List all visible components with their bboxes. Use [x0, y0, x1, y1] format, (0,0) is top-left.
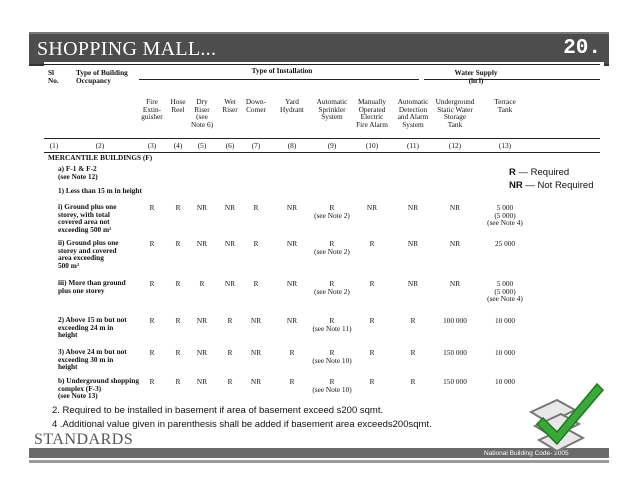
standards-heading: STANDARDS	[34, 431, 134, 448]
table-cell: R	[227, 316, 233, 325]
table-cell: 100 000	[443, 316, 467, 325]
table-cell: NR	[449, 203, 461, 212]
table-cell: NR	[224, 239, 236, 248]
note-2: 2. Required to be installed in basement if area of basement exceed s200 sqmt.	[52, 405, 384, 416]
col-number: (3)	[147, 141, 157, 150]
col-header: Wet Riser	[222, 97, 238, 114]
col-header: Manually Operated Electric Fire Alarm	[356, 97, 388, 129]
table-cell: R	[227, 377, 233, 386]
table-cell: R	[175, 203, 181, 212]
table-cell: NR	[407, 203, 419, 212]
col-number: (13)	[498, 141, 512, 150]
table-cell: NR	[449, 239, 461, 248]
table-cell: R	[149, 348, 155, 357]
table-cell: 5 000 (5 000) (see Note 4)	[487, 203, 523, 228]
water-supply-header: Water Supply (in l)	[454, 68, 498, 85]
row-label: i) Ground plus one storey, with total covered area not exceeding 500 m²	[58, 202, 117, 234]
table-cell: R	[175, 348, 181, 357]
table-cell: 25 000	[494, 239, 516, 248]
table-cell: NR	[286, 316, 298, 325]
table-cell: R	[227, 348, 233, 357]
standards-table-scan	[44, 62, 604, 402]
table-cell: NR	[286, 239, 298, 248]
source-citation: National Building Code- 2005	[484, 450, 569, 457]
table-cell: R	[410, 348, 416, 357]
table-cell: R	[369, 239, 375, 248]
col-header: Automatic Detection and Alarm System	[397, 97, 429, 129]
water-group-rule	[424, 79, 600, 80]
row-label: b) Underground shopping complex (F-3) (see Note 13)	[58, 376, 139, 401]
table-cell: R	[175, 316, 181, 325]
col-header: Terrace Tank	[494, 97, 516, 114]
col-number: (5)	[197, 141, 207, 150]
note-4: 4 .Additional value given in parenthesis shall be added if basement area exceeds200sqmt.	[52, 419, 432, 430]
table-cell: NR	[196, 348, 208, 357]
legend-not-required: NR — Not Required	[509, 180, 594, 191]
col-number: (11)	[407, 141, 419, 150]
table-cell: R	[175, 279, 181, 288]
table-cell: NR	[196, 377, 208, 386]
col-number-rule-top	[44, 138, 600, 139]
table-cell: R	[149, 239, 155, 248]
table-cell: R	[410, 316, 416, 325]
table-cell: R	[253, 239, 259, 248]
col-number: (2)	[95, 141, 105, 150]
table-cell: 150 000	[443, 377, 467, 386]
installation-group-rule	[139, 79, 419, 80]
table-cell: R	[175, 239, 181, 248]
table-cell: R	[369, 279, 375, 288]
col-number: (12)	[448, 141, 462, 150]
table-cell: NR	[449, 279, 461, 288]
table-cell: R	[149, 203, 155, 212]
table-cell: NR	[250, 316, 262, 325]
table-cell: R	[369, 377, 375, 386]
slide-number: 20.	[563, 37, 601, 60]
table-cell: NR	[196, 239, 208, 248]
col-number: (7)	[251, 141, 261, 150]
table-cell: NR	[250, 377, 262, 386]
table-cell: R	[149, 279, 155, 288]
section-heading: MERCANTILE BUILDINGS (F)	[48, 153, 153, 162]
table-cell: R (see Note 10)	[312, 348, 352, 365]
col-header: Fire Extin- guisher	[141, 97, 163, 122]
col-number: (9)	[327, 141, 337, 150]
table-cell: R	[369, 316, 375, 325]
subsection-1: 1) Less than 15 m in height	[58, 186, 142, 195]
table-cell: NR	[196, 316, 208, 325]
footer-rule	[29, 460, 609, 463]
slide-title-bar	[29, 32, 609, 66]
table-top-rule	[44, 64, 600, 65]
col-header: Underground Static Water Storage Tank	[435, 97, 475, 129]
table-cell: NR	[224, 279, 236, 288]
notes	[52, 404, 432, 432]
table-cell: R	[289, 377, 295, 386]
table-cell: R (see Note 2)	[314, 279, 350, 296]
col-number: (1)	[49, 141, 59, 150]
table-cell: R	[175, 377, 181, 386]
table-cell: 10 000	[494, 316, 516, 325]
table-cell: NR	[286, 203, 298, 212]
row-label: ii) Ground plus one storey and covered area exceeding 500 m²	[58, 238, 119, 270]
installation-group-header: Type of Installation	[251, 66, 313, 75]
row-label: 2) Above 15 m but not exceeding 24 m in height	[58, 315, 127, 340]
table-cell: R	[149, 377, 155, 386]
col-number: (6)	[225, 141, 235, 150]
row-label: iii) More than ground plus one storey	[58, 278, 126, 295]
table-cell: NR	[286, 279, 298, 288]
table-cell: R	[253, 203, 259, 212]
col-header: Hose Reel	[170, 97, 186, 114]
table-cell: R (see Note 2)	[314, 203, 350, 220]
col-sl-header: Sl No.	[48, 68, 59, 85]
table-cell: R (see Note 10)	[312, 377, 352, 394]
table-cell: R (see Note 2)	[314, 239, 350, 256]
col-type-header: Type of Building Occupancy	[76, 68, 128, 85]
table-cell: 150 000	[443, 348, 467, 357]
table-cell: R	[410, 377, 416, 386]
table-cell: NR	[407, 279, 419, 288]
table-cell: R	[253, 279, 259, 288]
table-cell: 10 000	[494, 377, 516, 386]
col-header: Automatic Sprinkler System	[316, 97, 348, 122]
legend-required: R — Required	[509, 167, 570, 178]
table-cell: 5 000 (5 000) (see Note 4)	[487, 279, 523, 304]
table-cell: NR	[407, 239, 419, 248]
table-cell: R	[369, 348, 375, 357]
col-number: (8)	[287, 141, 297, 150]
table-cell: NR	[224, 203, 236, 212]
col-header: Dry Riser (see Note 6)	[190, 97, 214, 129]
slide-title: SHOPPING MALL...	[37, 38, 217, 60]
table-cell: 10 000	[494, 348, 516, 357]
table-cell: NR	[366, 203, 378, 212]
subsection-a: a) F-1 & F-2 (see Note 12)	[58, 164, 98, 181]
row-label: 3) Above 24 m but not exceeding 30 m in height	[58, 347, 127, 372]
table-cell: NR	[196, 203, 208, 212]
col-header: Yard Hydrant	[280, 97, 304, 114]
checklist-icon	[527, 378, 607, 453]
col-header: Down- Comer	[245, 97, 267, 114]
table-cell: R (see Note 11)	[312, 316, 352, 333]
legend	[509, 166, 594, 192]
col-number: (4)	[173, 141, 183, 150]
table-cell: R	[149, 316, 155, 325]
table-cell: NR	[250, 348, 262, 357]
table-cell: R	[289, 348, 295, 357]
table-cell: R	[199, 279, 205, 288]
col-number: (10)	[365, 141, 379, 150]
